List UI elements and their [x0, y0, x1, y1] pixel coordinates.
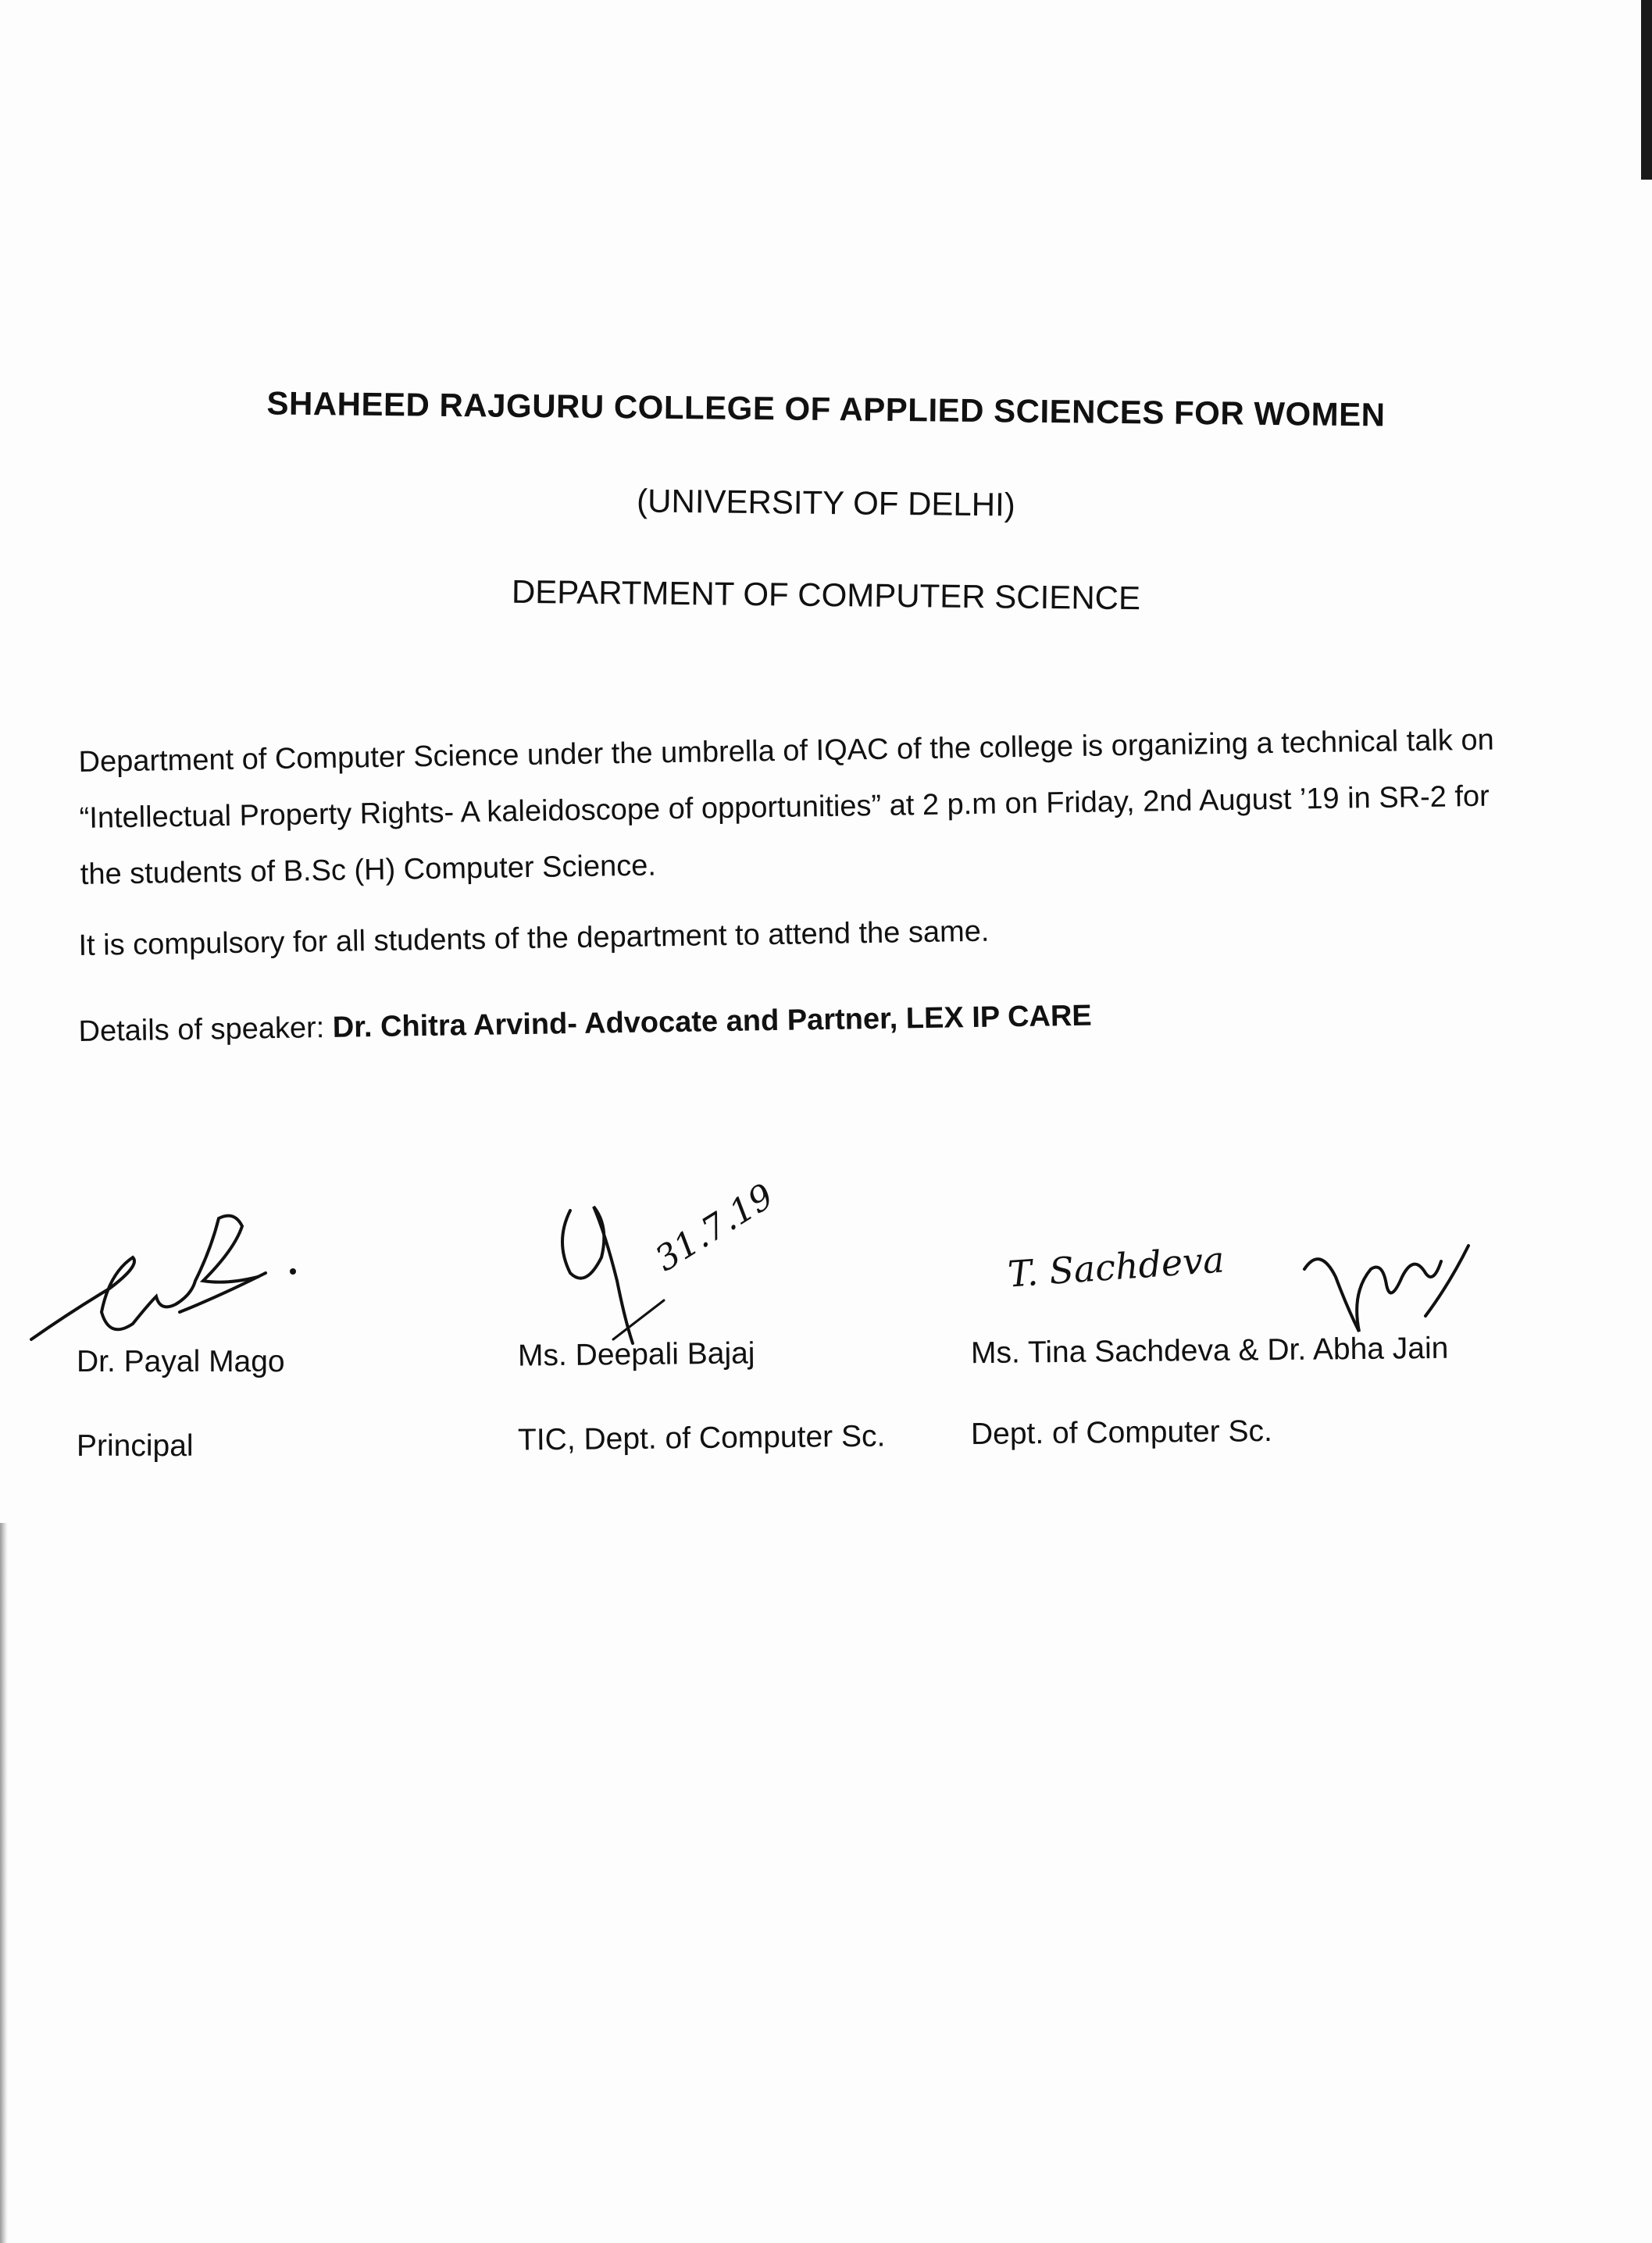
jain-signature	[1297, 1230, 1476, 1343]
signatory-name: Ms. Deepali Bajaj	[517, 1336, 755, 1373]
speaker-name: Dr. Chitra Arvind- Advocate and Partner, LEX IP CARE	[332, 999, 1093, 1044]
notice-paragraph: Department of Computer Science under the umbrella of IQAC of the college is organizing a technical talk on “Intellectual Property Rights- A kaleidoscope of opportunities” at 2 p.m on Friday, 2nd August ’19 in SR-2 for the students of B.Sc (H) Computer Science.	[78, 723, 1494, 891]
signatory-name: Dr. Payal Mago	[77, 1345, 285, 1378]
department-heading: DEPARTMENT OF COMPUTER SCIENCE	[511, 572, 1141, 617]
signatory-title: Principal	[77, 1429, 194, 1463]
principal-signature	[23, 1203, 305, 1355]
speaker-label: Details of speaker:	[78, 1011, 334, 1048]
college-name-heading: SHAHEED RAJGURU COLLEGE OF APPLIED SCIENCES FOR WOMEN	[266, 384, 1386, 433]
signatory-title: Dept. of Computer Sc.	[970, 1414, 1273, 1452]
scan-edge-shadow-left	[0, 1523, 8, 2243]
signature-scribble-icon	[23, 1203, 305, 1351]
university-heading: (UNIVERSITY OF DELHI)	[636, 482, 1016, 523]
signatory-title: TIC, Dept. of Computer Sc.	[517, 1419, 886, 1457]
speaker-details	[78, 981, 1508, 1060]
attendance-paragraph: It is compulsory for all students of the department to attend the same.	[78, 915, 990, 962]
signatory-name: Ms. Tina Sachdeva & Dr. Abha Jain	[970, 1331, 1449, 1371]
handwritten-date: 31.7.19	[648, 1175, 781, 1280]
signature-scribble-icon	[1297, 1230, 1476, 1339]
scan-edge-shadow	[1641, 0, 1652, 180]
sachdeva-signature: T. Sachdeva	[1006, 1238, 1226, 1296]
